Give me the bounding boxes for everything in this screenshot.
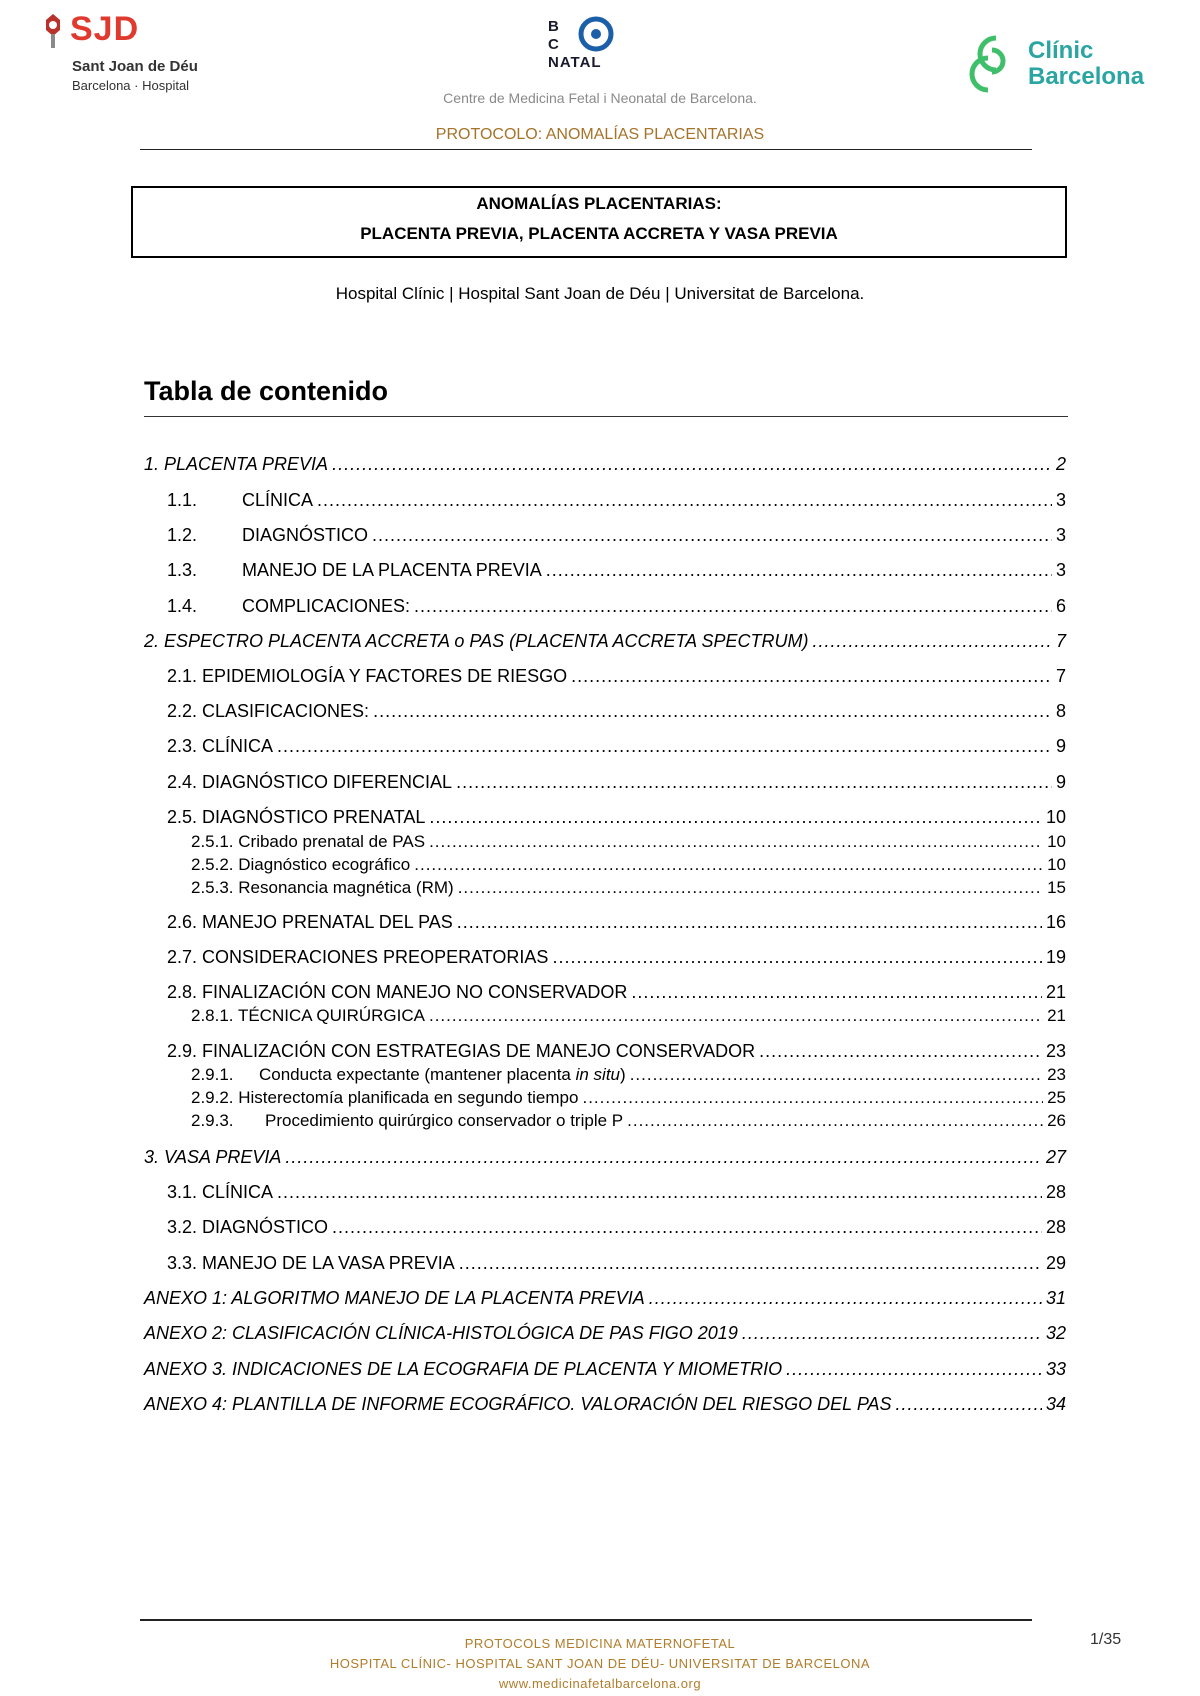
footer-institutions: HOSPITAL CLÍNIC- HOSPITAL SANT JOAN DE DÉU- UNIVERSITAT DE BARCELONA — [329, 1656, 871, 1671]
toc-entry[interactable] — [167, 1182, 1066, 1203]
toc-entry-page: 3 — [1055, 525, 1066, 545]
sjd-emblem-icon — [40, 12, 66, 52]
toc-entry-label: 2.5. DIAGNÓSTICO PRENATAL — [167, 807, 426, 827]
toc-leader — [786, 1359, 1042, 1380]
toc-leader — [649, 1288, 1042, 1309]
toc-entry-label-tail: ) — [620, 1065, 626, 1084]
toc-leader — [571, 666, 1052, 687]
toc-entry-label: 3.2. DIAGNÓSTICO — [167, 1217, 329, 1237]
toc-entry-label: 2.3. CLÍNICA — [167, 736, 274, 756]
toc-entry[interactable] — [144, 1359, 1066, 1380]
toc-entry-label: 3.3. MANEJO DE LA VASA PREVIA — [167, 1253, 455, 1273]
toc-entry-label: COMPLICACIONES: — [242, 596, 411, 616]
toc-leader — [317, 490, 1052, 511]
toc-entry-page: 32 — [1045, 1323, 1066, 1343]
bcnatal-word: NATAL — [548, 54, 602, 71]
toc-entry-number: 2.9.1. — [191, 1065, 234, 1084]
toc-leader — [277, 1182, 1042, 1203]
toc-leader — [429, 832, 1043, 852]
sjd-mark: SJD — [70, 10, 140, 48]
toc-entry[interactable] — [191, 1111, 1066, 1131]
toc-entry-page: 8 — [1055, 701, 1066, 721]
toc-leader — [372, 525, 1052, 546]
toc-entry-label: 2.5.1. Cribado prenatal de PAS — [191, 832, 426, 851]
toc-entry[interactable] — [167, 490, 1066, 511]
toc-entry-number: 1.2. — [167, 525, 198, 545]
institutions-line: Hospital Clínic | Hospital Sant Joan de Déu | Universitat de Barcelona. — [335, 284, 865, 303]
toc-entry[interactable] — [167, 596, 1066, 617]
toc-entry-page: 16 — [1045, 912, 1066, 932]
toc-entry-page: 34 — [1045, 1394, 1066, 1414]
toc-entry-number: 2.9.3. — [191, 1111, 234, 1130]
toc-leader — [285, 1147, 1042, 1168]
toc-entry-page: 3 — [1055, 490, 1066, 510]
toc-entry[interactable] — [167, 807, 1066, 828]
toc-entry[interactable] — [144, 1394, 1066, 1415]
toc-entry-page: 23 — [1047, 1065, 1066, 1084]
toc-entry-page: 21 — [1047, 1006, 1066, 1025]
toc-leader — [627, 1111, 1043, 1131]
toc-entry-label: ANEXO 4: PLANTILLA DE INFORME ECOGRÁFICO. VALORACIÓN DEL RIESGO DEL PAS — [144, 1394, 892, 1414]
toc-entry-page: 3 — [1055, 560, 1066, 580]
toc-entry[interactable] — [191, 832, 1066, 852]
toc-entry-page: 28 — [1045, 1182, 1066, 1202]
page-number: 1/35 — [1090, 1631, 1122, 1648]
toc-entry[interactable] — [167, 982, 1066, 1003]
toc-entry[interactable] — [191, 878, 1066, 898]
toc-entry-label: 3. VASA PREVIA — [144, 1147, 282, 1167]
toc-entry-page: 10 — [1045, 807, 1066, 827]
toc-leader — [414, 596, 1052, 617]
toc-entry-label: ANEXO 3. INDICACIONES DE LA ECOGRAFIA DE PLACENTA Y MIOMETRIO — [144, 1359, 783, 1379]
toc-entry-label: 2.1. EPIDEMIOLOGÍA Y FACTORES DE RIESGO — [167, 666, 568, 686]
toc-leader — [546, 560, 1052, 581]
bcnatal-letter-c: C — [548, 36, 559, 53]
toc-entry-page: 28 — [1045, 1217, 1066, 1237]
toc-leader — [457, 912, 1042, 933]
toc-entry-page: 10 — [1047, 855, 1066, 874]
toc-entry[interactable] — [167, 666, 1066, 687]
toc-heading: Tabla de contenido — [144, 376, 389, 406]
toc-entry-label: 2.9. FINALIZACIÓN CON ESTRATEGIAS DE MANEJO CONSERVADOR — [167, 1041, 756, 1061]
footer-divider — [140, 1619, 1032, 1621]
toc-entry[interactable] — [144, 1147, 1066, 1168]
toc-entry-label-italic: in situ — [575, 1065, 621, 1084]
toc-entry-page: 9 — [1055, 736, 1066, 756]
sjd-sub: Barcelona · Hospital — [72, 78, 190, 93]
toc-leader — [456, 772, 1052, 793]
toc-leader — [896, 1394, 1042, 1415]
toc-entry[interactable] — [167, 772, 1066, 793]
toc-leader — [582, 1088, 1043, 1108]
toc-entry-label: DIAGNÓSTICO — [242, 525, 369, 545]
sjd-name: Sant Joan de Déu — [72, 58, 198, 75]
toc-entry-label: 2.5.2. Diagnóstico ecográfico — [191, 855, 411, 874]
toc-entry[interactable] — [167, 912, 1066, 933]
toc-entry-label: 2.8.1. TÉCNICA QUIRÚRGICA — [191, 1006, 425, 1025]
footer-website-link[interactable]: www.medicinafetalbarcelona.org — [498, 1676, 702, 1691]
protocol-title: PROTOCOLO: ANOMALÍAS PLACENTARIAS — [435, 126, 765, 143]
toc-entry-label: 2.2. CLASIFICACIONES: — [167, 701, 370, 721]
toc-leader — [552, 947, 1042, 968]
toc-entry-page: 6 — [1055, 596, 1066, 616]
toc-entry-label: 2.7. CONSIDERACIONES PREOPERATORIAS — [167, 947, 549, 967]
document-title-line1: ANOMALÍAS PLACENTARIAS: — [476, 194, 722, 213]
toc-leader — [742, 1323, 1042, 1344]
toc-entry-label: 2.9.2. Histerectomía planificada en segundo tiempo — [191, 1088, 579, 1107]
toc-entry-label: 2. ESPECTRO PLACENTA ACCRETA o PAS (PLACENTA ACCRETA SPECTRUM) — [144, 631, 809, 651]
toc-leader — [458, 878, 1043, 898]
document-title-line2: PLACENTA PREVIA, PLACENTA ACCRETA Y VASA PREVIA — [360, 224, 838, 243]
toc-divider — [144, 416, 1068, 417]
toc-entry[interactable] — [191, 855, 1066, 875]
toc-entry-label: CLÍNICA — [242, 490, 314, 510]
toc-entry[interactable] — [167, 1253, 1066, 1274]
header-divider — [140, 149, 1032, 150]
clinic-name-line2: Barcelona — [1028, 63, 1145, 90]
toc-leader — [332, 454, 1052, 475]
toc-entry-page: 26 — [1047, 1111, 1066, 1130]
toc-entry-page: 7 — [1055, 631, 1066, 651]
toc-entry[interactable] — [167, 525, 1066, 546]
toc-entry-page: 2 — [1055, 454, 1066, 474]
footer-protocols: PROTOCOLS MEDICINA MATERNOFETAL — [464, 1636, 736, 1651]
toc-entry-page: 19 — [1045, 947, 1066, 967]
document-title-box — [131, 186, 1067, 258]
toc-entry-page: 21 — [1045, 982, 1066, 1002]
toc-entry-label: Conducta expectante (mantener placenta — [259, 1065, 576, 1084]
toc-leader — [429, 807, 1042, 828]
toc-leader — [759, 1041, 1042, 1062]
bcnatal-circle-icon — [578, 16, 614, 52]
toc-entry-page: 29 — [1045, 1253, 1066, 1273]
toc-entry[interactable] — [167, 947, 1066, 968]
toc-leader — [277, 736, 1052, 757]
toc-entry[interactable] — [144, 1323, 1066, 1344]
toc-entry-page: 31 — [1045, 1288, 1066, 1308]
toc-entry-label: 2.8. FINALIZACIÓN CON MANEJO NO CONSERVADOR — [167, 982, 628, 1002]
clinic-emblem-icon — [962, 32, 1022, 96]
toc-leader — [332, 1217, 1042, 1238]
toc-entry[interactable] — [167, 736, 1066, 757]
toc-entry-page: 15 — [1047, 878, 1066, 897]
toc-entry-label: MANEJO DE LA PLACENTA PREVIA — [242, 560, 542, 580]
toc-entry-page: 23 — [1045, 1041, 1066, 1061]
toc-leader — [630, 1065, 1043, 1085]
toc-entry-page: 10 — [1047, 832, 1066, 851]
center-subtitle: Centre de Medicina Fetal i Neonatal de Barcelona. — [443, 90, 757, 106]
toc-entry-label: 3.1. CLÍNICA — [167, 1182, 274, 1202]
toc-entry[interactable] — [191, 1065, 1066, 1085]
toc-entry-number: 1.1. — [167, 490, 198, 510]
toc-entry-label: 2.5.3. Resonancia magnética (RM) — [191, 878, 454, 897]
toc-leader — [459, 1253, 1042, 1274]
toc-entry[interactable] — [167, 1217, 1066, 1238]
bcnatal-letter-b: B — [548, 18, 559, 35]
toc-entry-label: Procedimiento quirúrgico conservador o triple P — [265, 1111, 624, 1130]
toc-entry-page: 9 — [1055, 772, 1066, 792]
toc-entry-label: ANEXO 2: CLASIFICACIÓN CLÍNICA-HISTOLÓGICA DE PAS FIGO 2019 — [144, 1323, 738, 1343]
toc-entry[interactable] — [167, 1041, 1066, 1062]
toc-entry-label: ANEXO 1: ALGORITMO MANEJO DE LA PLACENTA PREVIA — [144, 1288, 645, 1308]
toc-entry-label: 1. PLACENTA PREVIA — [144, 454, 329, 474]
toc-entry[interactable] — [191, 1088, 1066, 1108]
toc-leader — [373, 701, 1052, 722]
toc-entry-number: 1.3. — [167, 560, 198, 580]
toc-leader — [429, 1006, 1043, 1026]
toc-leader — [631, 982, 1042, 1003]
toc-entry-page: 33 — [1045, 1359, 1066, 1379]
toc-entry-number: 1.4. — [167, 596, 198, 616]
sjd-logo — [40, 10, 215, 100]
toc-leader — [812, 631, 1052, 652]
toc-entry[interactable] — [167, 701, 1066, 722]
toc-entry[interactable] — [144, 454, 1066, 475]
toc-entry[interactable] — [144, 1288, 1066, 1309]
toc-entry-label: 2.6. MANEJO PRENATAL DEL PAS — [167, 912, 453, 932]
toc-entry-page: 7 — [1055, 666, 1066, 686]
toc-entry-page: 25 — [1047, 1088, 1066, 1107]
toc-entry-label: 2.4. DIAGNÓSTICO DIFERENCIAL — [167, 772, 453, 792]
toc-entry-page: 27 — [1045, 1147, 1066, 1167]
toc-entry[interactable] — [144, 631, 1066, 652]
clinic-name-line1: Clínic — [1028, 37, 1094, 64]
toc-entry[interactable] — [191, 1006, 1066, 1026]
toc-entry[interactable] — [167, 560, 1066, 581]
bcnatal-logo — [548, 18, 628, 74]
toc-leader — [414, 855, 1043, 875]
